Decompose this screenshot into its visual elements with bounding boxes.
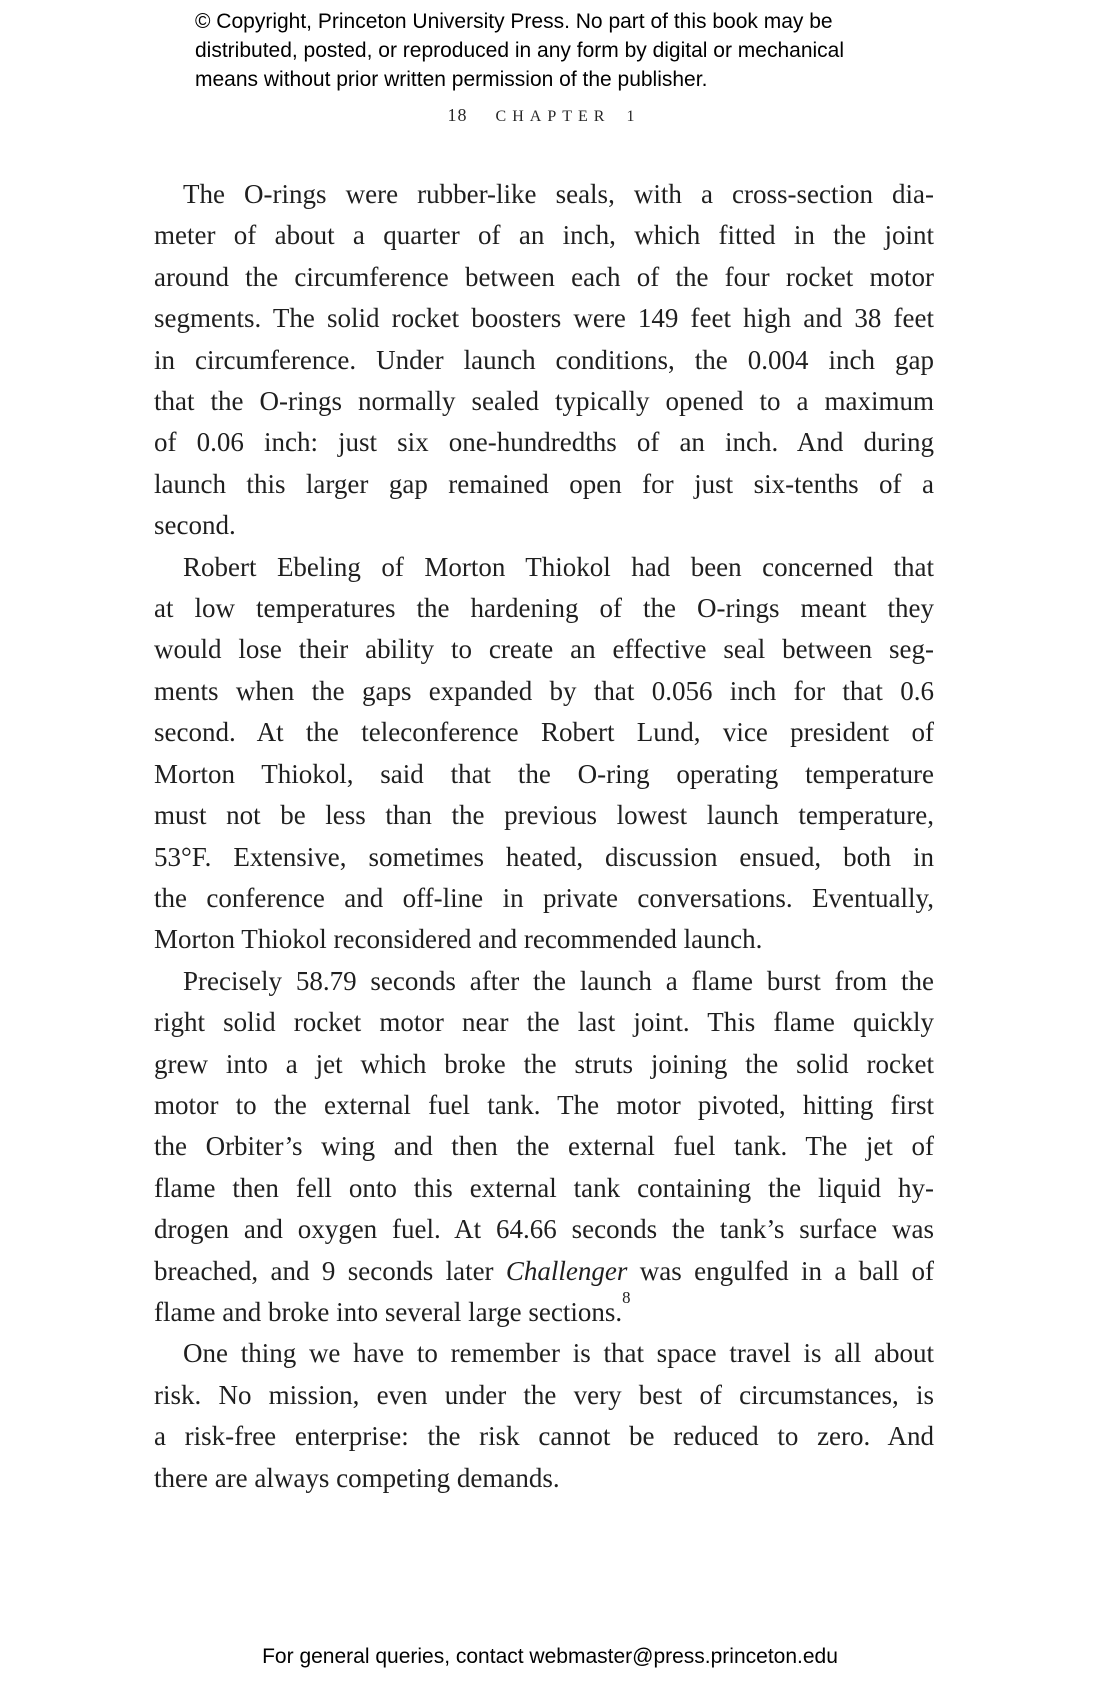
footnote-marker: 8 [622, 1287, 631, 1307]
copyright-notice [195, 7, 844, 94]
copyright-line: distributed, posted, or reproduced in any form by digital or mechanical [195, 39, 845, 62]
email-link[interactable]: webmaster@press.princeton.edu [529, 1645, 838, 1668]
text-line: meter of about a quarter of an inch, which fitted in the joint [154, 220, 934, 251]
text-line: flame then fell onto this external tank containing the liquid hy- [154, 1172, 934, 1203]
italic-text: Challenger [505, 1255, 628, 1286]
text-line: The O-rings were rubber-like seals, with a cross-section dia- [183, 179, 934, 209]
text-line: ments when the gaps expanded by that 0.056 inch for that 0.6 [154, 675, 934, 706]
text-line: flame and broke into several large sections.$^8$ [154, 1287, 631, 1327]
text-line: drogen and oxygen fuel. At 64.66 seconds the tank’s surface was [154, 1214, 934, 1245]
chapter-heading: CHAPTER 1 [495, 108, 641, 125]
page-footer [0, 1644, 1100, 1670]
text-line: that the O-rings normally sealed typically opened to a maximum [154, 386, 934, 417]
text-line: the conference and off-line in private conversations. Eventually, [154, 882, 934, 913]
text-line: at low temperatures the hardening of the O-rings meant they [154, 593, 934, 624]
text-line: around the circumference between each of the four rocket motor [154, 261, 934, 292]
text-line: there are always competing demands. [154, 1462, 560, 1493]
text-line: risk. No mission, even under the very best of circumstances, is [154, 1379, 934, 1410]
copyright-line: © Copyright, Princeton University Press. No part of this book may be [195, 10, 833, 33]
text-line: right solid rocket motor near the last joint. This flame quickly [154, 1007, 934, 1038]
page-number: 18 [447, 105, 468, 125]
text-line: in circumference. Under launch conditions, the 0.004 inch gap [154, 344, 934, 375]
text-line: motor to the external fuel tank. The motor pivoted, hitting first [154, 1089, 934, 1120]
paragraph [154, 1333, 934, 1499]
copyright-line: means without prior written permission of the publisher. [195, 68, 708, 91]
text-line: the Orbiter’s wing and then the external fuel tank. The jet of [154, 1131, 934, 1162]
text-line: breached, and 9 seconds later Challenger was engulfed in a ball of [154, 1255, 935, 1286]
paragraph [154, 547, 934, 961]
text-line: of 0.06 inch: just six one-hundredths of an inch. And during [154, 427, 934, 458]
text-line: Morton Thiokol reconsidered and recommended launch. [154, 924, 763, 955]
text-line: Morton Thiokol, said that the O-ring operating temperature [154, 758, 934, 789]
footer-text: For general queries, contact [262, 1645, 530, 1668]
body-text [154, 174, 934, 1499]
text-line: grew into a jet which broke the struts joining the solid rocket [154, 1048, 934, 1079]
text-line: second. At the teleconference Robert Lund, vice president of [154, 717, 934, 748]
text-line: must not be less than the previous lowest launch temperature, [154, 800, 934, 831]
text-line: a risk-free enterprise: the risk cannot be reduced to zero. And [154, 1421, 934, 1452]
text-line: Robert Ebeling of Morton Thiokol had been concerned that [183, 551, 934, 582]
text-line: launch this larger gap remained open for just six-tenths of a [154, 468, 934, 499]
page-header [154, 105, 934, 126]
text-line: segments. The solid rocket boosters were 149 feet high and 38 feet [154, 303, 934, 334]
text-line: One thing we have to remember is that space travel is all about [183, 1338, 934, 1369]
text-line: 53°F. Extensive, sometimes heated, discussion ensued, both in [154, 841, 934, 872]
text-line: would lose their ability to create an effective seal between seg- [154, 634, 934, 665]
text-line: second. [154, 510, 236, 541]
paragraph [154, 961, 934, 1334]
text-line: Precisely 58.79 seconds after the launch a flame burst from the [183, 965, 934, 996]
paragraph [154, 174, 934, 547]
